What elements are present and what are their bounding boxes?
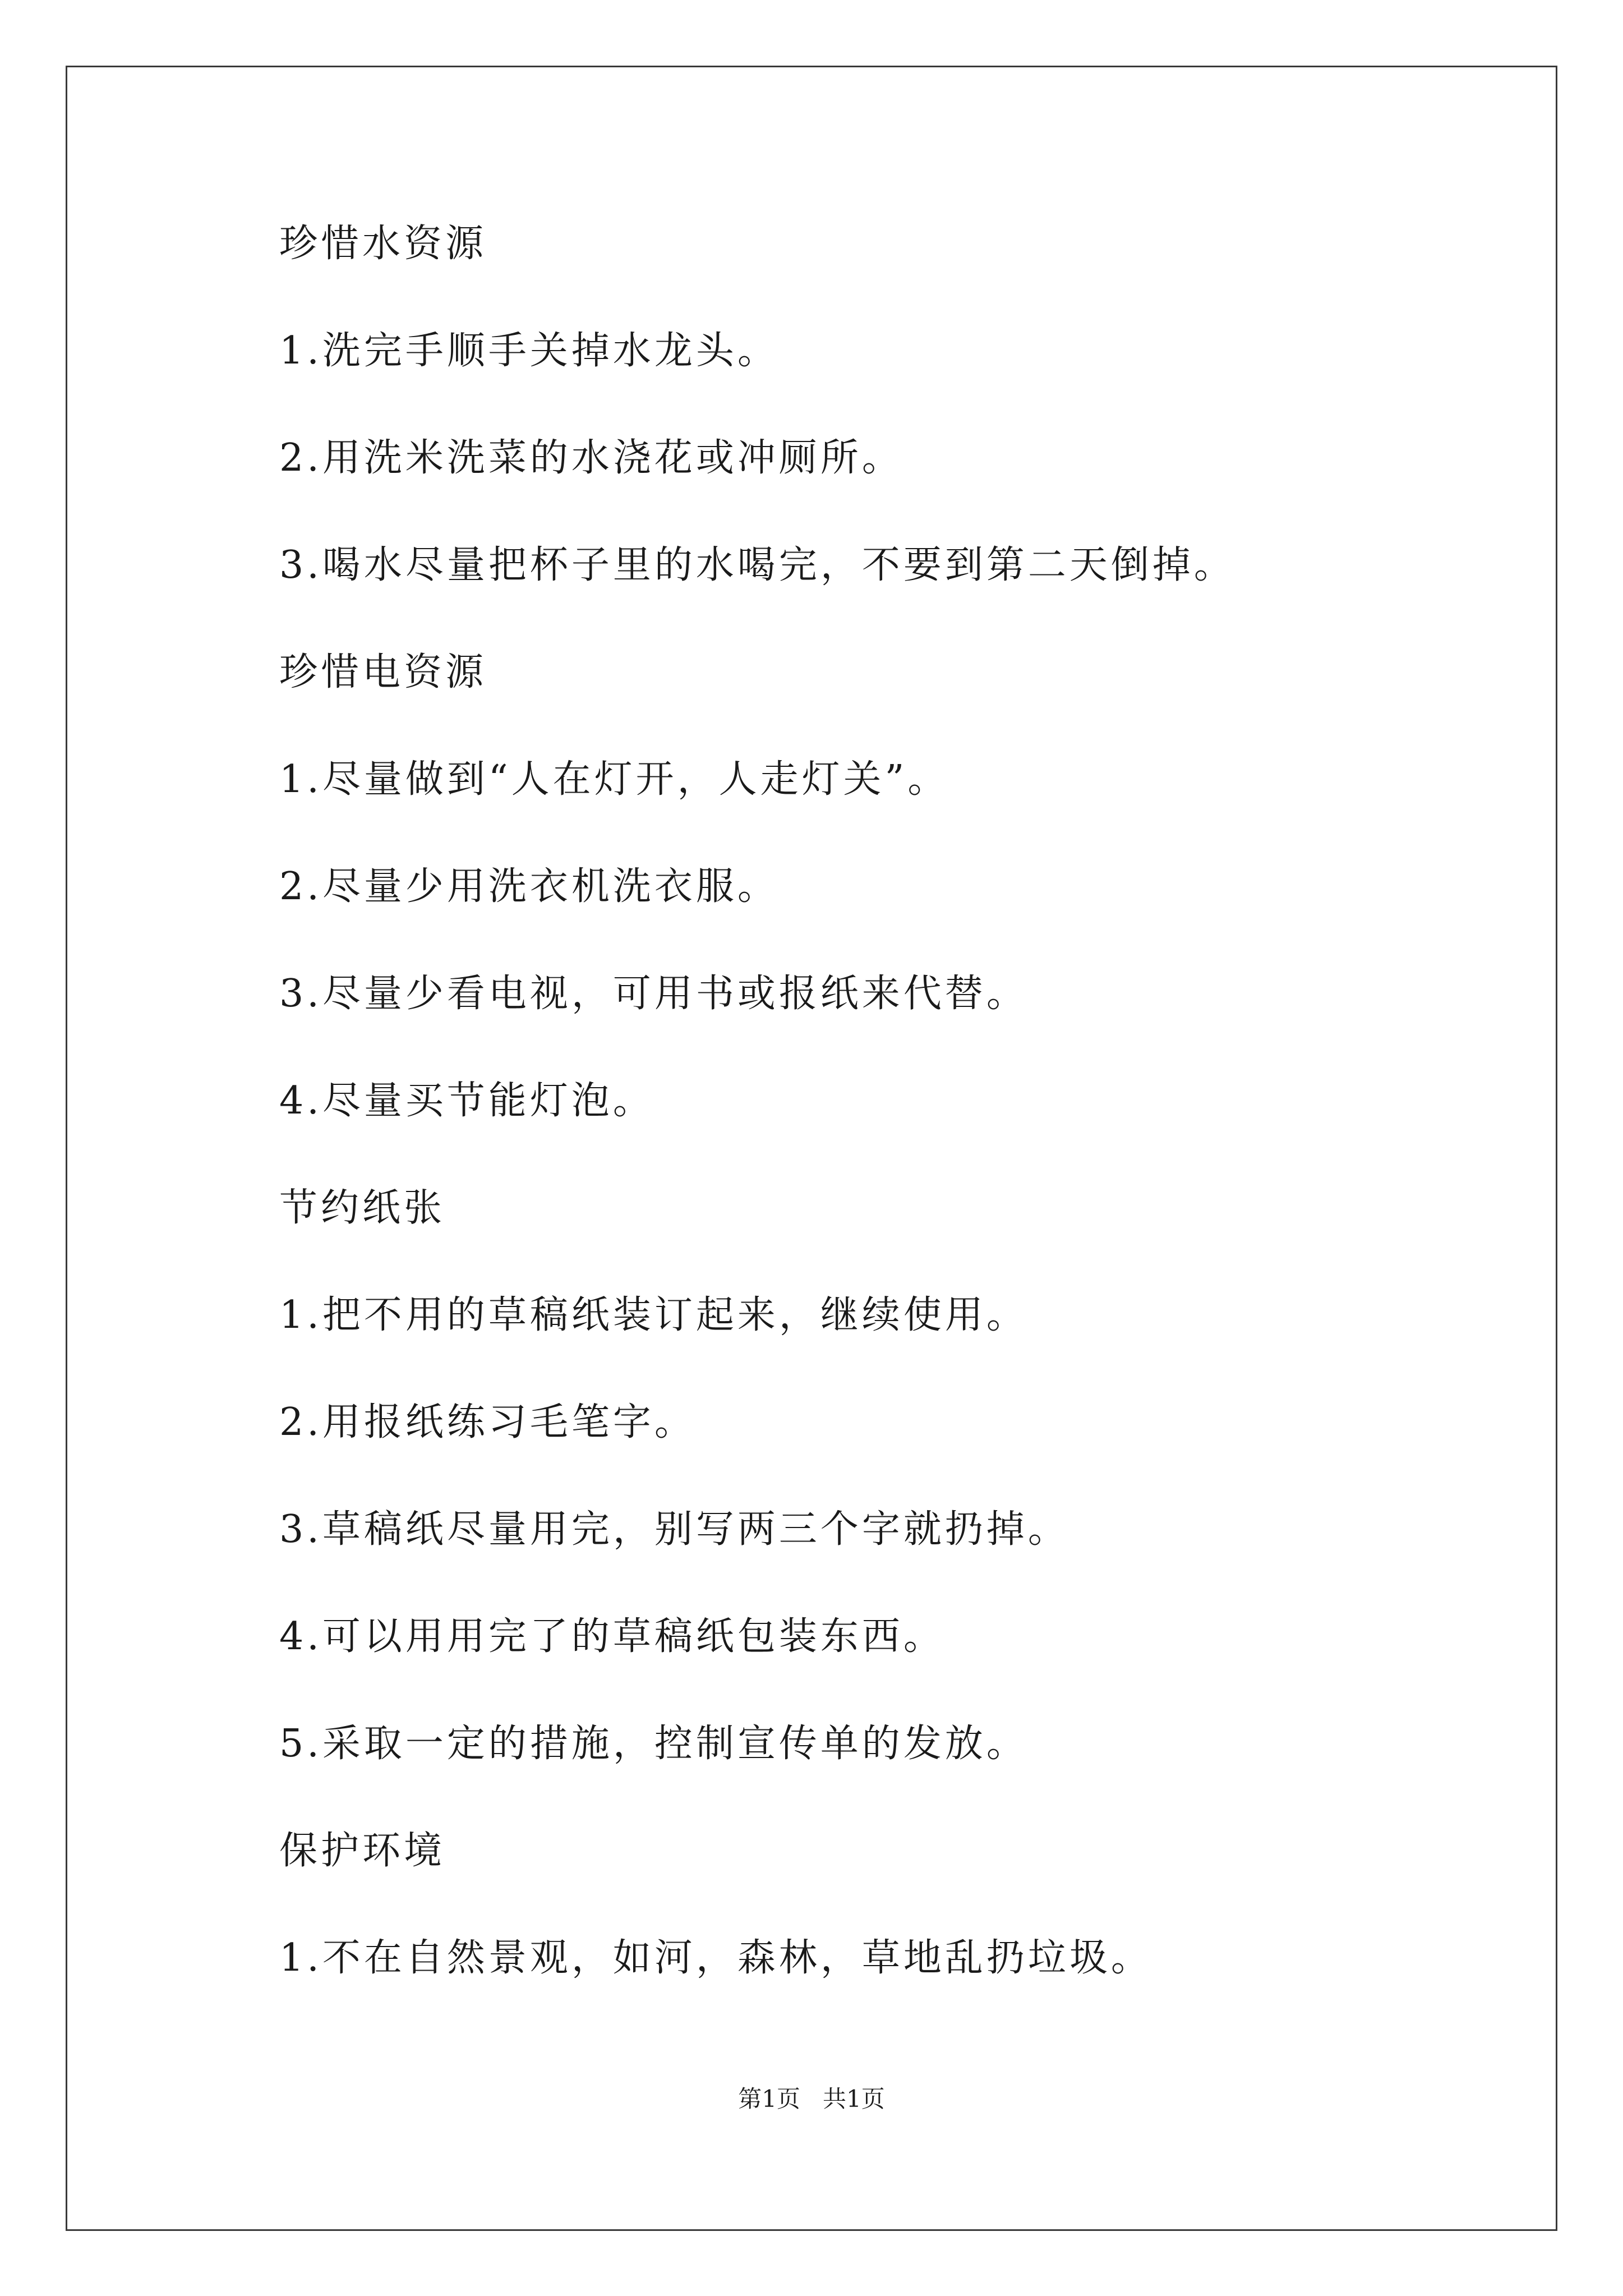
list-item: 3.草稿纸尽量用完，别写两三个字就扔掉。: [279, 1507, 1069, 1552]
list-item: 1.把不用的草稿纸装订起来，继续使用。: [279, 1293, 1028, 1337]
list-item: 2.尽量少用洗衣机洗衣服。: [279, 864, 779, 909]
list-item: 2.用洗米洗菜的水浇花或冲厕所。: [279, 436, 903, 480]
list-item: 1.不在自然景观，如河，森林，草地乱扔垃圾。: [279, 1936, 1152, 1980]
section-heading-electricity: 珍惜电资源: [279, 650, 487, 694]
list-item: 4.尽量买节能灯泡。: [279, 1079, 654, 1123]
list-item: 2.用报纸练习毛笔字。: [279, 1400, 696, 1444]
section-heading-environment: 保护环境: [279, 1829, 446, 1873]
section-heading-water: 珍惜水资源: [279, 222, 487, 266]
section-heading-paper: 节约纸张: [279, 1186, 446, 1230]
list-item: 4.可以用用完了的草稿纸包装东西。: [279, 1614, 945, 1659]
list-item: 1.尽量做到“人在灯开，人走灯关”。: [279, 757, 949, 802]
list-item: 5.采取一定的措施，控制宣传单的发放。: [279, 1722, 1028, 1766]
list-item: 3.喝水尽量把杯子里的水喝完，不要到第二天倒掉。: [279, 543, 1235, 587]
document-body: [279, 216, 1513, 2037]
list-item: 3.尽量少看电视，可用书或报纸来代替。: [279, 972, 1028, 1016]
page-number-footer: 第1页 共1页: [738, 2085, 885, 2113]
list-item: 1.洗完手顺手关掉水龙头。: [279, 329, 779, 373]
